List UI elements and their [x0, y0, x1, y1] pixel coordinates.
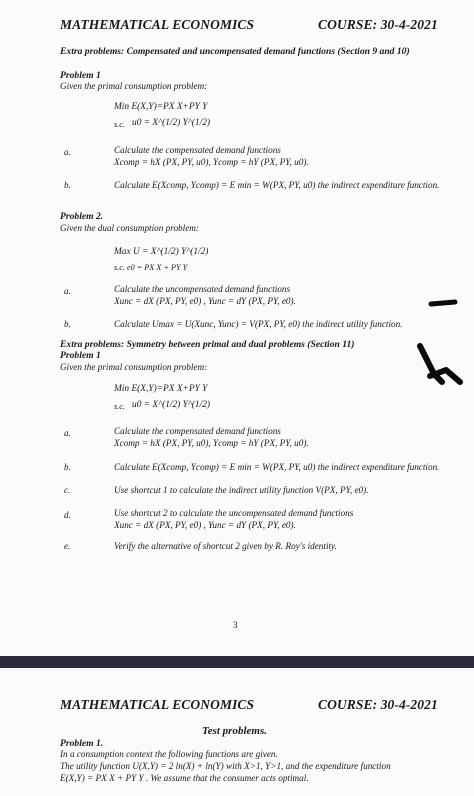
problem-2-title: Problem 2. — [60, 211, 104, 222]
test-problem-1-line-1: In a consumption context the following functions are given. — [60, 749, 278, 759]
problem-3-item-c-label: c. — [64, 485, 71, 495]
problem-1-item-a-formula: Xcomp = hX (PX, PY, u0), Ycomp = hY (PX, PY, u0). — [114, 157, 309, 167]
test-problem-1-line-3: E(X,Y) = PX X + PY Y . We assume that the consumer acts optimal. — [60, 773, 309, 783]
problem-1-constraint-prefix: s.c. — [114, 120, 125, 129]
problem-3-item-a-formula: Xcomp = hX (PX, PY, u0), Ycomp = hY (PX, PY, u0). — [114, 438, 309, 448]
section-heading-demand: Extra problems: Compensated and uncompensated demand functions (Section 9 and 10) — [60, 46, 410, 57]
problem-3-constraint-prefix: s.c. — [114, 402, 125, 411]
course-date: COURSE: 30-4-2021 — [318, 17, 438, 32]
problem-3-item-d-label: d. — [64, 510, 71, 520]
section-heading-symmetry: Extra problems: Symmetry between primal and dual problems (Section 11) — [60, 339, 355, 350]
dash-mark-icon — [425, 296, 465, 310]
problem-1-item-a-text: Calculate the compensated demand functions — [114, 145, 281, 155]
problem-1-item-a-label: a. — [64, 147, 71, 157]
problem-2-item-a-label: a. — [64, 286, 71, 296]
problem-3-item-a-text: Calculate the compensated demand functions — [114, 426, 281, 436]
course-title: MATHEMATICAL ECONOMICS — [60, 17, 255, 32]
problem-3-item-b-label: b. — [64, 462, 71, 472]
problem-2-constraint: s.c. e0 = PX X + PY Y — [114, 263, 188, 272]
problem-3-item-b-text: Calculate E(Xcomp, Ycomp) = E min = W(PX, PY, u0) the indirect expenditure function. — [114, 462, 440, 472]
problem-3-title: Problem 1 — [60, 350, 101, 361]
problem-3-constraint: u0 = X^(1/2) Y^(1/2) — [132, 400, 211, 410]
problem-2-item-a-text: Calculate the uncompensated demand functions — [114, 284, 291, 294]
problem-2-objective: Max U = X^(1/2) Y^(1/2) — [114, 247, 209, 257]
test-problem-1-line-2: The utility function U(X,Y) = 2 ln(X) + ln(Y) with X>1, Y>1, and the expenditure function — [60, 761, 391, 771]
problem-3-item-a-label: a. — [64, 428, 71, 438]
problem-1-item-b-label: b. — [64, 180, 71, 190]
problem-2-item-b-text: Calculate Umax = U(Xunc, Yunc) = V(PX, PY, e0) the indirect utility function. — [114, 319, 403, 329]
check-mark-icon — [412, 338, 470, 394]
test-problem-1-title: Problem 1. — [60, 738, 104, 749]
problem-3-intro: Given the primal consumption problem: — [60, 362, 208, 372]
test-problems-heading: Test problems. — [202, 725, 267, 737]
problem-1-objective: Min E(X,Y)=PX X+PY Y — [114, 102, 208, 112]
problem-3-item-e-text: Verify the alternative of shortcut 2 given by R. Roy's identity. — [114, 541, 337, 551]
page-number: 3 — [233, 620, 238, 630]
problem-1-item-b-text: Calculate E(Xcomp, Ycomp) = E min = W(PX, PY, u0) the indirect expenditure function. — [114, 180, 440, 190]
problem-1-constraint: u0 = X^(1/2) Y^(1/2) — [132, 118, 211, 128]
problem-1-intro: Given the primal consumption problem: — [60, 81, 208, 91]
course-date-page2: COURSE: 30-4-2021 — [318, 697, 438, 712]
problem-3-item-d-formula: Xunc = dX (PX, PY, e0) , Yunc = dY (PX, PY, e0). — [114, 520, 296, 530]
problem-2-item-a-formula: Xunc = dX (PX, PY, e0) , Yunc = dY (PX, PY, e0). — [114, 296, 296, 306]
problem-3-item-e-label: e. — [64, 541, 71, 551]
problem-1-title: Problem 1 — [60, 70, 101, 81]
problem-2-item-b-label: b. — [64, 319, 71, 329]
problem-2-intro: Given the dual consumption problem: — [60, 223, 199, 233]
problem-3-item-c-text: Use shortcut 1 to calculate the indirect utility function V(PX, PY, e0). — [114, 485, 369, 495]
document-page-2 — [0, 668, 474, 796]
problem-3-objective: Min E(X,Y)=PX X+PY Y — [114, 384, 208, 394]
page-separator — [0, 656, 474, 668]
course-title-page2: MATHEMATICAL ECONOMICS — [60, 697, 255, 712]
problem-3-item-d-text: Use shortcut 2 to calculate the uncompensated demand functions — [114, 508, 354, 518]
